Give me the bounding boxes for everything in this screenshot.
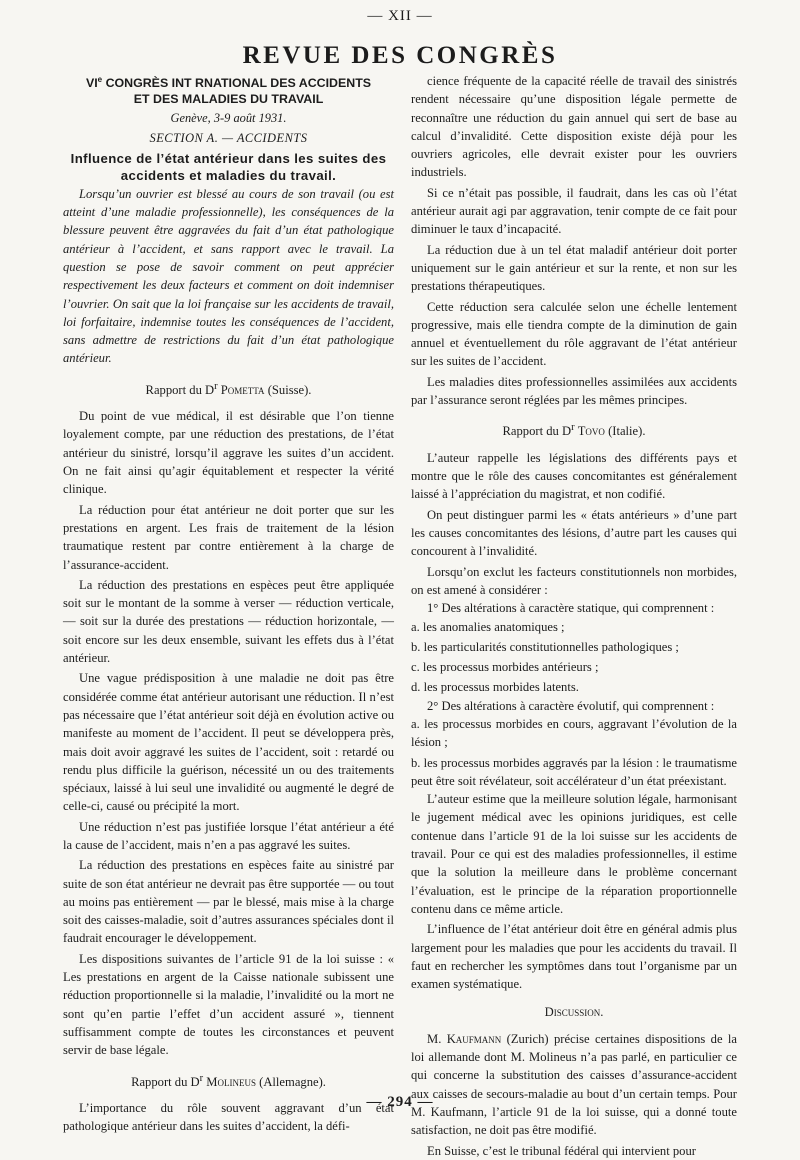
body-paragraph: Du point de vue médical, il est désirable que l’on tienne loyalement compte, par une réduction des prestations, de l’état antérieur du sinistré, lorsqu’il aggrave les suites d’un accident. On ne fait ainsi qu’agir équitablement et respecter la vérité clinique. xyxy=(63,409,394,497)
report-heading-tovo: Rapport du $D^r$ Tovo (Italie). xyxy=(502,422,646,439)
body-paragraph: cience fréquente de la capacité réelle de travail des sinistrés rendent nécessaire qu’une disposition légale permette de reconnaître une réduction du gain annuel qui sert de base au calcul d’invalidité. Cette disposition existe déjà pour les ouvriers agricoles, elle devrait exister pour les ouvriers industriels. xyxy=(411,74,737,180)
report-heading-molineus: Rapport du $D^r$ Molineus (Allemagne). xyxy=(131,1072,326,1089)
body-paragraph: La réduction des prestations en espèces peut être appliquée soit sur le montant de la somme à verser — réduction verticale, — soit sur la durée des prestations — réduction horizontale, — soit encore sur les deux ensemble, suivant les effets dus à l’état antérieur. xyxy=(63,577,394,666)
list-1 xyxy=(411,618,737,697)
list-2-heading: 2° Des altérations à caractère évolutif, qui comprennent : xyxy=(427,698,715,713)
journal-title: REVUE DES CONGRÈS xyxy=(242,42,558,69)
final-paragraph: En Suisse, c’est le tribunal fédéral qui intervient pour xyxy=(427,1143,696,1158)
list-item: d. les processus morbides latents. xyxy=(411,680,579,695)
tovo-report-body xyxy=(411,449,737,599)
list-2 xyxy=(411,715,737,790)
page-number: — 294 — xyxy=(366,1094,434,1110)
list-item: b. les particularités constitutionnelles pathologiques ; xyxy=(411,639,679,654)
pometta-report-body xyxy=(63,407,394,1059)
body-paragraph: Cette réduction sera calculée selon une échelle lentement progressive, mais elle tiendra compte de la diminution de gain annuel et éventuellement du rôle aggravant de l’état antérieur sur les suites de l’accident. xyxy=(411,299,737,369)
body-paragraph: La réduction des prestations en espèces faite au sinistré par suite de son état antérieur ne devrait pas être supportée — ou tout au moins pas entièrement — par le blessé, mais mise à la charge soit des caisses-maladie, soit d’autres assurances spéciales dont il faudrait encourager le développement. xyxy=(63,858,394,946)
page-header-marker: — XII — xyxy=(367,8,433,24)
body-paragraph: Une réduction n’est pas justifiée lorsque l’état antérieur a été la cause de l’accident, mais n’en a pas aggravé les suites. xyxy=(63,819,394,852)
section-heading: SECTION A. — ACCIDENTS xyxy=(149,131,308,146)
list-1-heading: 1° Des altérations à caractère statique, qui comprennent : xyxy=(427,601,715,616)
body-paragraph: L’influence de l’état antérieur doit être en général admis plus largement pour les maladies que pour les accidents du travail. Il faut en rechercher les symptômes dans tout l’organisme par un examen systématique. xyxy=(411,922,737,992)
discussion-paragraph: M. Kaufmann (Zurich) précise certaines dispositions de la loi allemande dont M. Molineus n’a pas parlé, en particulier ce qui concerne la substitution des caisses d’assurance-accident aux caisses de secours-maladie au bout d’un certain temps. Pour M. Kaufmann, l’article 91 de la loi suisse, qui a donné toute satisfaction, ne doit pas être modifié. xyxy=(411,1031,737,1138)
list-item: a. les anomalies anatomiques ; xyxy=(411,619,565,634)
congress-title: VIe CONGRÈS INT RNATIONAL DES ACCIDENTS ET DES MALADIES DU TRAVAIL xyxy=(85,75,372,107)
molineus-paragraph: L’importance du rôle souvent aggravant d’un état pathologique antérieur dans les suites d’accident, la défi- xyxy=(63,1101,394,1134)
right-column xyxy=(411,72,737,1160)
body-paragraph: L’auteur estime que la meilleure solution légale, harmonisant le jugement médical avec les opinions juridiques, est celle contenue dans l’article 91 de la loi suisse sur les accidents de travail. Pour ce qui est des maladies professionnelles, il estime que la solution la meilleure dans le problème concernant l’évaluation, est le principe de la réparation proportionnelle contenu dans ce même article. xyxy=(411,792,737,916)
body-paragraph: Une vague prédisposition à une maladie ne doit pas être considérée comme état antérieur autorisant une réduction. Il n’est pas nécessaire que l’état antérieur soit déjà en évolution active ou manifeste au moment de l’accident. Il peut se développera près, mais doit avoir aggravé les suites de l’accident, soit : retardé ou rendu plus difficile la guérison, nécessité un ou des traitements spéciaux, laissé à lui seul une invalidité ou augmenté le degré de celle-ci, causé ou précipité la mort. xyxy=(63,671,394,814)
body-paragraph: Les dispositions suivantes de l’article 91 de la loi suisse : « Les prestations en argent de la Caisse nationale subissent une réduction proportionnelle si la maladie, l’invalidité ou la mort ne sont qu’en partie l’effet d’un accident assuré », tiennent suffisamment compte de toutes les circonstances et peuvent servir de base légale. xyxy=(63,951,394,1058)
list-item: c. les processus morbides antérieurs ; xyxy=(411,660,599,675)
list-item: a. les processus morbides en cours, aggravant l’évolution de la lésion ; xyxy=(411,716,737,750)
body-paragraph: Les maladies dites professionnelles assimilées aux accidents par l’assurance seront réglées par les mêmes principes. xyxy=(411,374,737,408)
body-paragraph: Si ce n’était pas possible, il faudrait, dans les cas où l’état antérieur aurait agi par aggravation, tenir compte de ce fait pour diminuer le taux d’incapacité. xyxy=(411,185,737,237)
left-column xyxy=(63,72,394,1136)
topic-heading: Influence de l’état antérieur dans les suites des accidents et maladies du travail. xyxy=(70,150,387,184)
molineus-report-continued xyxy=(411,72,737,409)
body-paragraph: La réduction due à un tel état maladif antérieur doit porter uniquement sur le gain antérieur et sur la rente, et non sur les prestations thérapeutiques. xyxy=(411,242,737,294)
body-paragraph: On peut distinguer parmi les « états antérieurs » d’une part les causes concomitantes des lésions, d’autre part les causes qui concourent à l’invalidité. xyxy=(411,507,737,559)
tovo-conclusion xyxy=(411,790,737,993)
place-date: Genève, 3-9 août 1931. xyxy=(170,111,287,126)
body-paragraph: L’auteur rappelle les législations des différents pays et montre que le rôle des causes concomitantes est généralement laissé à l’appréciation du magistrat, et non codifié. xyxy=(411,450,737,502)
body-paragraph: La réduction pour état antérieur ne doit porter que sur les prestations en argent. Les frais de traitement de la lésion traumatique restent par contre entièrement à la charge de l’assurance-accident. xyxy=(63,502,394,572)
abstract-paragraph: Lorsqu’un ouvrier est blessé au cours de son travail (ou est atteint d’une maladie professionnelle), les conséquences de la blessure peuvent être aggravées du fait d’un état pathologique antérieur à l’accident, et sans rapport avec le travail. La question se pose de savoir comment on peut apprécier respectivement les deux facteurs et comment on doit indemniser l’ouvrier. On sait que la loi française sur les accidents de travail, loi forfaitaire, indemnise toutes les conséquences de l’accident, sans admettre de restrictions du fait d’un état pathologique antérieur. xyxy=(63,186,394,366)
body-paragraph: Lorsqu’on exclut les facteurs constitutionnels non morbides, on est amené à considérer : xyxy=(411,564,737,597)
report-heading-pometta: Rapport du $D^r$ Pometta (Suisse). xyxy=(145,380,312,397)
discussion-heading: Discussion. xyxy=(544,1005,604,1020)
list-item: b. les processus morbides aggravés par la lésion : le traumatisme peut être soit révélateur, soit accélérateur d’un état préexistant. xyxy=(411,755,737,788)
